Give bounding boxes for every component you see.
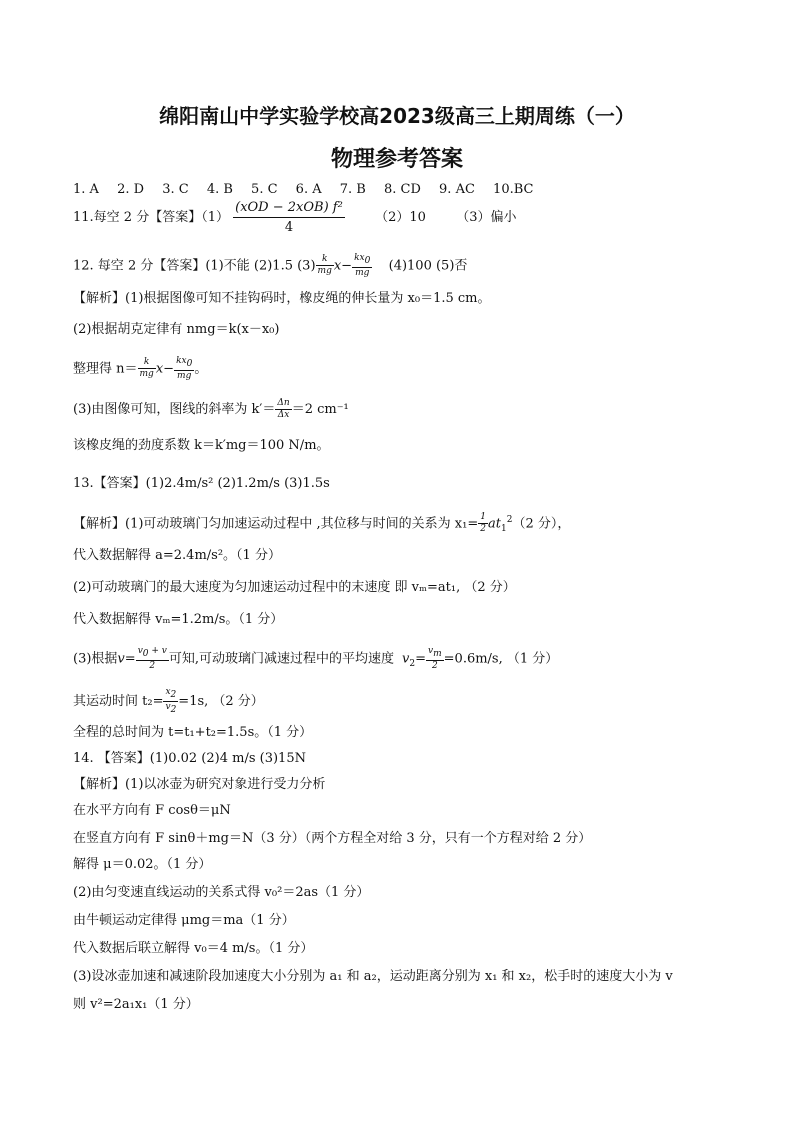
q12-fraction-k-mg: $\frac{k}{mg}$	[317, 254, 332, 277]
q12-solution-3-suffix: 。	[194, 361, 208, 377]
q14-solution-2: 在水平方向有 F cosθ＝μN	[73, 803, 231, 818]
choice-answer: 5. C	[251, 182, 278, 197]
q13-solution-2: 代入数据解得 a=2.4m/s²。（1 分）	[73, 548, 281, 563]
q14-solution-7: 代入数据后联立解得 v₀＝4 m/s。（1 分）	[73, 941, 314, 956]
q13-solution-5-mid: 可知,可动玻璃门减速过程中的平均速度	[168, 651, 395, 667]
choice-answer: 6. A	[295, 182, 322, 197]
q13-solution-1-suffix: （2 分），	[512, 516, 571, 532]
q14-solution-8: (3)设冰壶加速和减速阶段加速度大小分别为 a₁ 和 a₂，运动距离分别为 x₁ 和 x₂，松手时的速度大小为 v	[73, 969, 673, 984]
q12-solution-3: 整理得 n＝ $\frac{k}{mg}$ x− $\frac{kx_0}{mg}$ 。	[73, 356, 208, 381]
document-title: 物理参考答案	[330, 147, 463, 172]
q12-solution-1: 【解析】(1)根据图像可知不挂钩码时，橡皮绳的伸长量为 x₀＝1.5 cm。	[73, 291, 491, 306]
q12-solution-5: 该橡皮绳的劲度系数 k＝k′mg＝100 N/m。	[73, 438, 330, 453]
q13-fraction-x2-v2: $\frac{x_2}{v_2}$	[165, 687, 177, 715]
q12-answer-a: 12. 每空 2 分【答案】(1)不能 (2)1.5 (3)	[73, 258, 316, 274]
q13-solution-1: 【解析】(1)可动玻璃门匀加速运动过程中 ,其位移与时间的关系为 x₁= $\frac{1}{2}$ $at_1^2(2$ 分），	[73, 512, 571, 535]
q14-solution-4: 解得 μ＝0.02。（1 分）	[73, 857, 212, 872]
choice-answer: 7. B	[339, 182, 366, 197]
choice-answer: 10.BC	[493, 182, 534, 197]
choice-answer: 9. AC	[439, 182, 475, 197]
q11-prefix: 11.每空 2 分【答案】（1）	[73, 210, 229, 225]
q13-solution-4: 代入数据解得 vₘ=1.2m/s。（1 分）	[73, 612, 284, 627]
q12-solution-4-suffix: ＝2 cm⁻¹	[291, 402, 349, 417]
school-title: 绵阳南山中学实验学校高2023级高三上期周练（一）	[159, 104, 635, 128]
q13-solution-5: (3)根据v= $\frac{v_0 + v}{2}$ 可知,可动玻璃门减速过程中的平均速度 $v_2=$ $\frac{v_m}{2}$ =0.6m/s, （1 分）	[73, 646, 559, 671]
q13-solution-1-prefix: 【解析】(1)可动玻璃门匀加速运动过程中 ,其位移与时间的关系为 x₁=	[73, 516, 479, 532]
q14-answer-line: 14. 【答案】(1)0.02 (2)4 m/s (3)15N	[73, 751, 306, 766]
q13-fraction-half: $\frac{1}{2}$	[480, 512, 486, 535]
q13-solution-7: 全程的总时间为 t=t₁+t₂=1.5s。（1 分）	[73, 725, 313, 740]
q14-solution-1: 【解析】(1)以冰壶为研究对象进行受力分析	[73, 777, 326, 792]
q11-part3: （3）偏小	[456, 210, 517, 225]
q13-solution-5-prefix: (3)根据	[73, 651, 118, 667]
q12-solution-4-prefix: (3)由图像可知，图线的斜率为 k′＝	[73, 402, 276, 417]
q12-solution-2: (2)根据胡克定律有 nmg＝k(x－x₀)	[73, 322, 280, 337]
choice-answer: 1. A	[73, 182, 99, 197]
q11-answer-line	[73, 201, 516, 234]
q11-formula-numerator: (xOD − 2xOB) f²	[233, 201, 345, 218]
q12-fraction-dn-dx: $\frac{\Delta n}{\Delta x}$	[277, 398, 290, 420]
q11-part2: （2）10	[375, 210, 426, 225]
choice-answer: 4. B	[206, 182, 233, 197]
q13-solution-3: (2)可动玻璃门的最大速度为匀加速运动过程中的末速度 即 vₘ=at₁, （2 分）	[73, 580, 516, 595]
q13-solution-5-suffix: =0.6m/s, （1 分）	[443, 651, 559, 667]
choice-answers-row	[73, 181, 533, 199]
q12-fraction-kx0-mg: $\frac{kx_0}{mg}$	[354, 253, 371, 278]
q13-fraction-v0-plus-v: $\frac{v_0 + v}{2}$	[137, 646, 167, 671]
q12-solution-3-prefix: 整理得 n＝	[73, 361, 138, 377]
q13-answer-line: 13.【答案】(1)2.4m/s² (2)1.2m/s (3)1.5s	[73, 476, 330, 491]
q13-fraction-vm-2: $\frac{v_m}{2}$	[428, 646, 442, 671]
q11-formula	[233, 201, 345, 234]
q14-solution-3: 在竖直方向有 F sinθ＋mg＝N（3 分）（两个方程全对给 3 分，只有一个方程对给 2 分）	[73, 831, 592, 846]
q13-solution-6-prefix: 其运动时间 t₂=	[73, 693, 164, 709]
q13-solution-6-suffix: =1s, （2 分）	[178, 693, 264, 709]
q14-solution-9: 则 v²=2a₁x₁（1 分）	[73, 997, 199, 1012]
choice-answer: 2. D	[117, 182, 145, 197]
q13-solution-6	[73, 688, 264, 715]
q12-solution-4	[73, 399, 349, 420]
choice-answer: 8. CD	[383, 182, 421, 197]
q12-answer-b: (4)100 (5)否	[388, 258, 468, 274]
q14-solution-5: (2)由匀变速直线运动的关系式得 v₀²＝2as（1 分）	[73, 885, 370, 900]
q11-formula-denominator: 4	[284, 220, 294, 235]
q14-solution-6: 由牛顿运动定律得 μmg＝ma（1 分）	[73, 913, 295, 928]
choice-answer: 3. C	[162, 182, 189, 197]
q12-fraction-k-mg: $\frac{k}{mg}$	[139, 357, 154, 380]
q12-fraction-kx0-mg: $\frac{kx_0}{mg}$	[176, 356, 193, 381]
q12-answer-line: 12. 每空 2 分【答案】(1)不能 (2)1.5 (3) $\frac{k}{mg}$ x− $\frac{kx_0}{mg}$ (4)100 (5)否	[73, 253, 468, 278]
